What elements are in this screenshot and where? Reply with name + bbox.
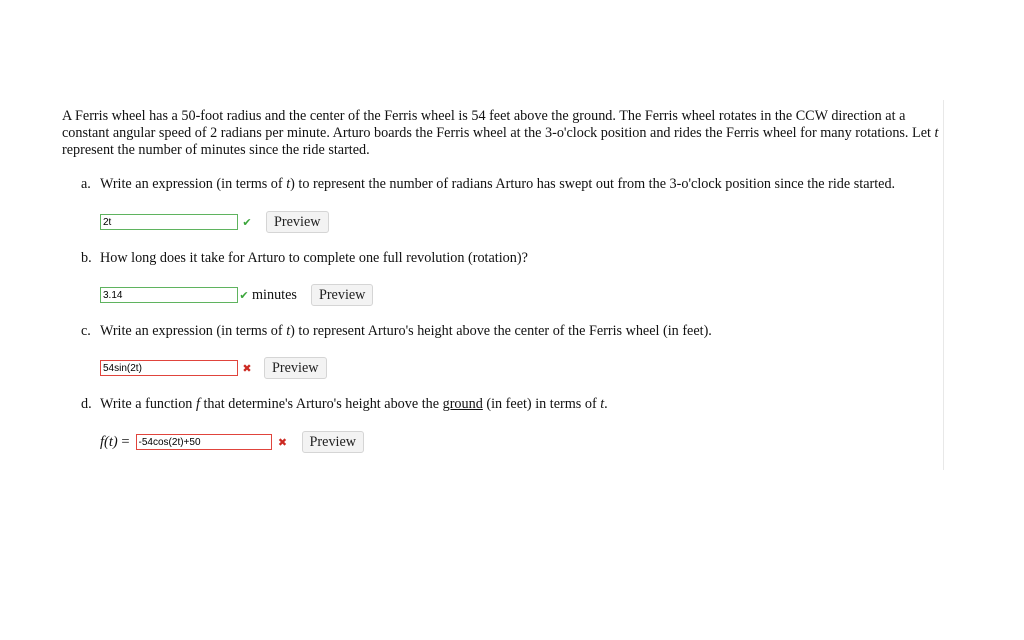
part-c <box>62 323 942 380</box>
check-icon: ✔ <box>239 288 249 302</box>
problem-content <box>62 108 942 454</box>
content-right-border <box>943 100 944 470</box>
part-b-preview-button[interactable]: Preview <box>311 284 374 306</box>
units-label: minutes <box>252 286 297 303</box>
part-a-answer-row <box>100 210 942 234</box>
check-icon: ✔ <box>242 215 252 229</box>
part-letter: b. <box>81 250 92 266</box>
cross-icon: ✖ <box>242 361 252 375</box>
problem-parts <box>62 176 942 454</box>
part-a-answer-input[interactable] <box>100 214 238 230</box>
part-c-answer-row <box>100 356 942 380</box>
part-a-question: Write an expression (in terms of t) to represent the number of radians Arturo has swept out from the 3-o'clock position since the ride started. <box>100 176 896 192</box>
part-d-preview-button[interactable]: Preview <box>302 431 365 453</box>
part-c-question: Write an expression (in terms of t) to represent Arturo's height above the center of the Ferris wheel (in feet). <box>100 323 712 339</box>
part-d-answer-input[interactable] <box>136 434 272 450</box>
part-letter: a. <box>81 176 91 192</box>
part-b <box>62 250 942 307</box>
part-d-question: Write a function f that determine's Arturo's height above the ground (in feet) in terms of t. <box>100 396 608 412</box>
part-d-answer-row <box>100 430 942 454</box>
part-letter: d. <box>81 396 92 412</box>
part-letter: c. <box>81 323 91 339</box>
function-label: f(t) = <box>100 433 130 450</box>
part-b-answer-row <box>100 283 942 307</box>
cross-icon: ✖ <box>277 435 288 449</box>
part-d <box>62 396 942 454</box>
part-a <box>62 176 942 234</box>
part-b-question: How long does it take for Arturo to complete one full revolution (rotation)? <box>100 250 528 266</box>
part-a-preview-button[interactable]: Preview <box>266 211 329 233</box>
problem-intro: A Ferris wheel has a 50-foot radius and the center of the Ferris wheel is 54 feet above the ground. The Ferris wheel rotates in the CCW direction at a constant angular speed of 2 radians per minute. Arturo boards the Ferris wheel at the 3-o'clock position and rides the Ferris wheel for many rotations. Let t represent the number of minutes since the ride started. <box>62 108 939 158</box>
part-c-answer-input[interactable] <box>100 360 238 376</box>
part-c-preview-button[interactable]: Preview <box>264 357 327 379</box>
part-b-answer-input[interactable] <box>100 287 238 303</box>
